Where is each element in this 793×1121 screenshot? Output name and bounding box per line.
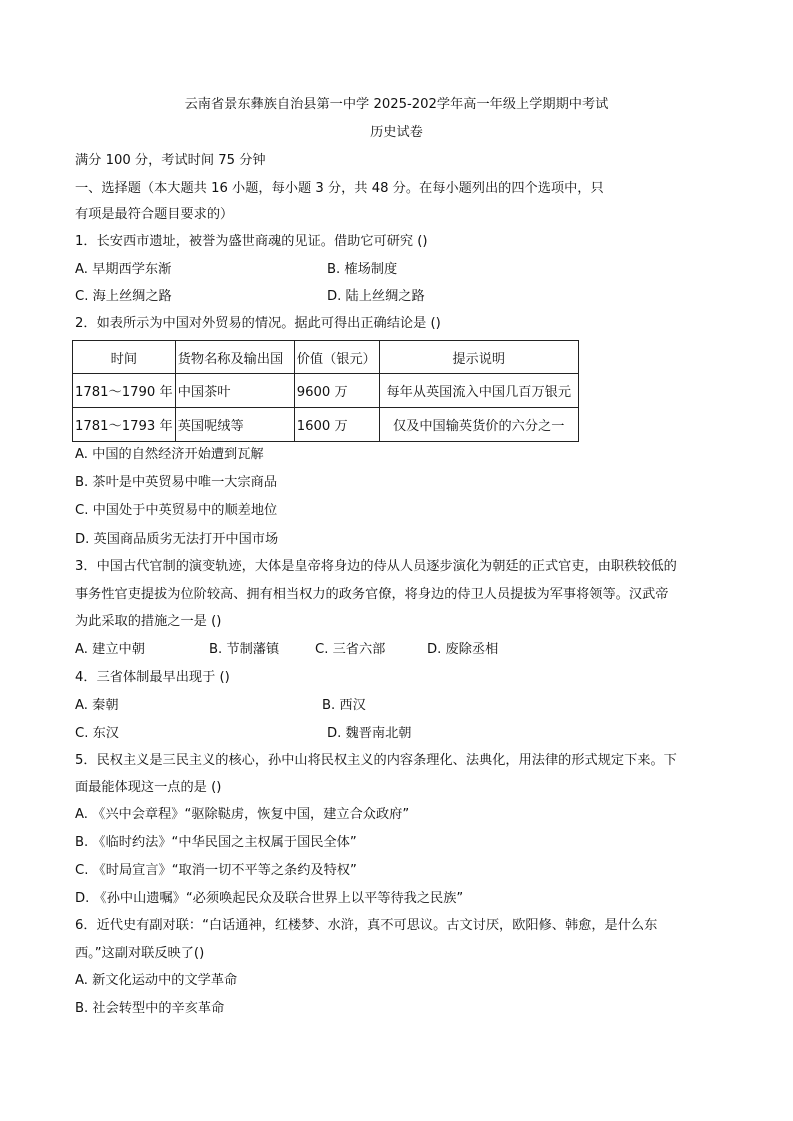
score-time-info: 满分 100 分，考试时间 75 分钟 <box>75 153 266 168</box>
table-cell: 英国呢绒等 <box>175 408 294 442</box>
table-cell: 仅及中国输英货价的六分之一 <box>379 408 578 442</box>
exam-title: 云南省景东彝族自治县第一中学 2025-202学年高一年级上学期期中考试 <box>184 97 609 112</box>
question-6-option-a: A. 新文化运动中的文学革命 <box>75 973 238 988</box>
question-4-option-b: B. 西汉 <box>322 698 366 713</box>
question-2-option-a: A. 中国的自然经济开始遭到瓦解 <box>75 447 264 462</box>
question-1-option-c: C. 海上丝绸之路 <box>75 289 172 304</box>
table-row <box>73 408 579 442</box>
table-header-cell: 价值（银元） <box>294 341 379 374</box>
table-header-row <box>73 341 579 374</box>
table-cell: 9600 万 <box>294 374 379 408</box>
question-6-stem-line2: 西。”这副对联反映了() <box>75 946 205 961</box>
question-4-option-a: A. 秦朝 <box>75 698 119 713</box>
table-header-cell: 货物名称及输出国 <box>175 341 294 374</box>
table-header-cell: 时间 <box>73 341 176 374</box>
question-4-stem: 4．三省体制最早出现于 () <box>75 670 230 685</box>
trade-table <box>72 340 579 442</box>
table-cell: 1781～1790 年 <box>73 374 176 408</box>
question-1-option-b: B. 榷场制度 <box>327 262 398 277</box>
question-4-option-d: D. 魏晋南北朝 <box>327 726 412 741</box>
question-4-option-c: C. 东汉 <box>75 726 119 741</box>
question-5-option-a: A. 《兴中会章程》“驱除鞑虏，恢复中国，建立合众政府” <box>75 807 410 822</box>
exam-subtitle: 历史试卷 <box>370 125 423 140</box>
table-header-cell: 提示说明 <box>379 341 578 374</box>
question-5-stem-line2: 面最能体现这一点的是 () <box>75 780 222 795</box>
question-3-stem-line1: 3．中国古代官制的演变轨迹，大体是皇帝将身边的侍从人员逐步演化为朝廷的正式官吏，由职秩较低的 <box>75 559 677 574</box>
question-6-stem-line1: 6．近代史有副对联：“白话通神，红楼梦、水浒，真不可思议。古文讨厌，欧阳修、韩愈，是什么东 <box>75 918 658 933</box>
question-1-option-a: A. 早期西学东渐 <box>75 262 172 277</box>
question-2-option-d: D. 英国商品质劣无法打开中国市场 <box>75 532 279 547</box>
table-cell: 1781～1793 年 <box>73 408 176 442</box>
section-instructions-line1: 一、选择题（本大题共 16 小题，每小题 3 分，共 48 分。在每小题列出的四个选项中，只 <box>75 181 604 196</box>
table-row <box>73 374 579 408</box>
table-cell: 1600 万 <box>294 408 379 442</box>
question-1-option-d: D. 陆上丝绸之路 <box>327 289 425 304</box>
question-5-stem-line1: 5．民权主义是三民主义的核心，孙中山将民权主义的内容条理化、法典化，用法律的形式规定下来。下 <box>75 753 677 768</box>
question-3-stem-line2: 事务性官吏提拔为位阶较高、拥有相当权力的政务官僚，将身边的侍卫人员提拔为军事将领等。汉武帝 <box>75 587 669 602</box>
question-6-option-b: B. 社会转型中的辛亥革命 <box>75 1001 225 1016</box>
question-2-option-b: B. 茶叶是中英贸易中唯一大宗商品 <box>75 475 278 490</box>
question-3-option-b: B. 节制藩镇 <box>209 642 280 657</box>
section-instructions-line2: 有项是最符合题目要求的） <box>75 207 234 222</box>
question-2-stem: 2．如表所示为中国对外贸易的情况。据此可得出正确结论是 () <box>75 316 441 331</box>
question-1-stem: 1．长安西市遗址，被誉为盛世商魂的见证。借助它可研究 () <box>75 234 428 249</box>
question-5-option-b: B. 《临时约法》“中华民国之主权属于国民全体” <box>75 835 357 850</box>
question-5-option-d: D. 《孙中山遗嘱》“必须唤起民众及联合世界上以平等待我之民族” <box>75 891 464 906</box>
question-3-option-a: A. 建立中朝 <box>75 642 145 657</box>
question-3-option-d: D. 废除丞相 <box>427 642 499 657</box>
question-3-option-c: C. 三省六部 <box>315 642 386 657</box>
table-cell: 每年从英国流入中国几百万银元 <box>379 374 578 408</box>
table-cell: 中国茶叶 <box>175 374 294 408</box>
question-2-option-c: C. 中国处于中英贸易中的顺差地位 <box>75 503 278 518</box>
question-3-stem-line3: 为此采取的措施之一是 () <box>75 614 222 629</box>
question-5-option-c: C. 《时局宣言》“取消一切不平等之条约及特权” <box>75 863 357 878</box>
